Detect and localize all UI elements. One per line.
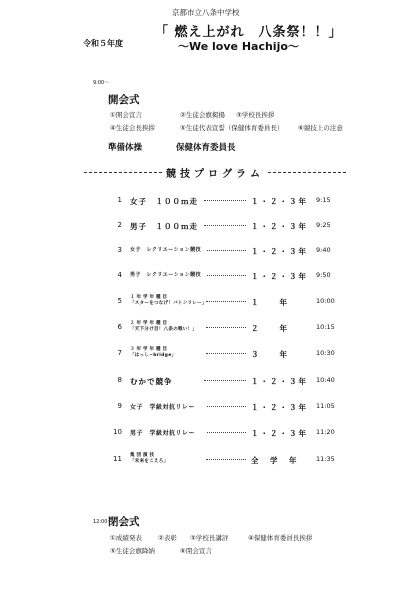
- event-grades: １・２・３年: [251, 429, 308, 438]
- event-time: 9:40: [316, 246, 331, 254]
- event-time: 10:40: [316, 376, 335, 384]
- fiscal-year: 令和５年度: [83, 39, 123, 48]
- school-name: 京都市立八条中学校: [172, 8, 240, 17]
- program-row: [0, 455, 420, 469]
- event-time: 11:05: [316, 402, 335, 410]
- program-row: [0, 402, 420, 416]
- leader-dots: [204, 225, 246, 226]
- event-subtitle: 「はっし−bridge」: [130, 353, 177, 358]
- event-subtitle: 「スターをつなげ！バトンリレー」: [130, 301, 207, 306]
- event-number: 6: [117, 323, 122, 331]
- event-grades: ２ 年: [251, 324, 289, 333]
- closing-title: 閉会式: [108, 516, 140, 528]
- opening-item: ⑥競技上の注意: [298, 124, 343, 132]
- event-grades: １ 年: [251, 298, 289, 307]
- program-row: [0, 323, 420, 337]
- event-number: 2: [117, 221, 122, 229]
- program-row: [0, 221, 420, 235]
- event-grades: １・２・３年: [251, 197, 308, 206]
- dashed-rule: [268, 172, 346, 173]
- event-title: 集団演技: [130, 453, 156, 458]
- event-grades: １・２・３年: [251, 222, 308, 231]
- closing-item: ①成績発表: [110, 534, 142, 542]
- event-time: 10:15: [316, 323, 335, 331]
- event-grades: １・２・３年: [251, 403, 308, 412]
- event-time: 9:15: [316, 196, 331, 204]
- event-time: 10:30: [316, 349, 335, 357]
- leader-dots: [207, 406, 246, 407]
- event-title: ３年学年種目: [130, 347, 169, 352]
- closing-item: ⑥閉会宣言: [180, 547, 212, 555]
- event-time: 11:35: [316, 455, 335, 463]
- event-subtitle: 「天下分け目！八条の戦い！」: [130, 327, 198, 332]
- event-time: 9:50: [316, 271, 331, 279]
- event-name: むかで競争: [130, 377, 173, 386]
- event-name: 女子 レクリエーション競技: [130, 247, 202, 253]
- event-grades: １・２・３年: [251, 247, 308, 256]
- closing-item: ③学校長講評: [190, 534, 229, 542]
- event-name: 男子 １００ｍ走: [130, 222, 198, 231]
- leader-dots: [207, 275, 246, 276]
- event-name: 女子 １００ｍ走: [130, 197, 198, 206]
- closing-item: ②表彰: [158, 534, 177, 542]
- dashed-rule: [84, 172, 162, 173]
- program-row: [0, 428, 420, 442]
- event-number: 7: [117, 349, 122, 357]
- event-number: 8: [117, 376, 122, 384]
- closing-item: ④保健体育委員長挨拶: [248, 534, 313, 542]
- event-name: 女子 学級対抗リレー: [130, 404, 196, 411]
- festival-subtitle: 〜We love Hachijo〜: [178, 40, 299, 53]
- event-name: [130, 453, 168, 465]
- opening-item: ①開会宣言: [110, 111, 142, 119]
- event-time: 10:00: [316, 297, 335, 305]
- opening-title: 開会式: [108, 94, 140, 106]
- prep-exercise-label: 準備体操: [108, 143, 143, 153]
- opening-time: 9:00〜: [93, 80, 110, 86]
- prep-exercise-leader: 保健体育委員長: [176, 143, 236, 153]
- leader-dots: [207, 432, 246, 433]
- leader-dots: [206, 459, 246, 460]
- event-name: 男子 学級対抗リレー: [130, 430, 196, 437]
- event-time: 11:20: [316, 428, 335, 436]
- program-row: [0, 246, 420, 260]
- opening-item: ③学校長挨拶: [236, 111, 275, 119]
- event-number: 10: [113, 428, 122, 436]
- event-number: 3: [117, 246, 122, 254]
- event-name: [130, 321, 197, 333]
- event-title: １年学年種目: [130, 295, 169, 300]
- leader-dots: [206, 353, 246, 354]
- leader-dots: [206, 301, 246, 302]
- event-name: 男子 レクリエーション競技: [130, 272, 202, 278]
- event-grades: ３ 年: [251, 350, 289, 359]
- event-number: 11: [113, 455, 122, 463]
- event-number: 4: [117, 271, 122, 279]
- opening-item: ②生徒会旗掲揚: [180, 111, 225, 119]
- leader-dots: [204, 380, 246, 381]
- program-row: [0, 196, 420, 210]
- leader-dots: [204, 200, 246, 201]
- program-row: [0, 271, 420, 285]
- event-grades: 全 学 年: [251, 456, 299, 465]
- leader-dots: [207, 250, 246, 251]
- program-row: [0, 376, 420, 390]
- program-title: 競技プログラム: [166, 169, 264, 180]
- event-subtitle: 「未来をこえろ」: [130, 459, 169, 464]
- closing-item: ⑤生徒会旗降納: [110, 547, 155, 555]
- event-time: 9:25: [316, 221, 331, 229]
- event-name: [130, 347, 176, 359]
- event-number: 1: [117, 196, 122, 204]
- opening-item: ⑤生徒代表宣誓（保健体育委員長）: [180, 124, 284, 132]
- event-grades: １・２・３年: [251, 272, 308, 281]
- event-name: [130, 295, 207, 307]
- program-title-row: [80, 165, 350, 180]
- festival-title: 「 燃え上がれ 八条祭！！」: [155, 25, 343, 40]
- opening-item: ④生徒会長挨拶: [110, 124, 155, 132]
- leader-dots: [206, 327, 246, 328]
- event-title: ２年学年種目: [130, 321, 169, 326]
- closing-time: 12:00〜: [93, 519, 113, 525]
- program-row: [0, 297, 420, 311]
- event-grades: １・２・３年: [251, 377, 308, 386]
- event-number: 9: [117, 402, 122, 410]
- event-number: 5: [117, 297, 122, 305]
- program-row: [0, 349, 420, 363]
